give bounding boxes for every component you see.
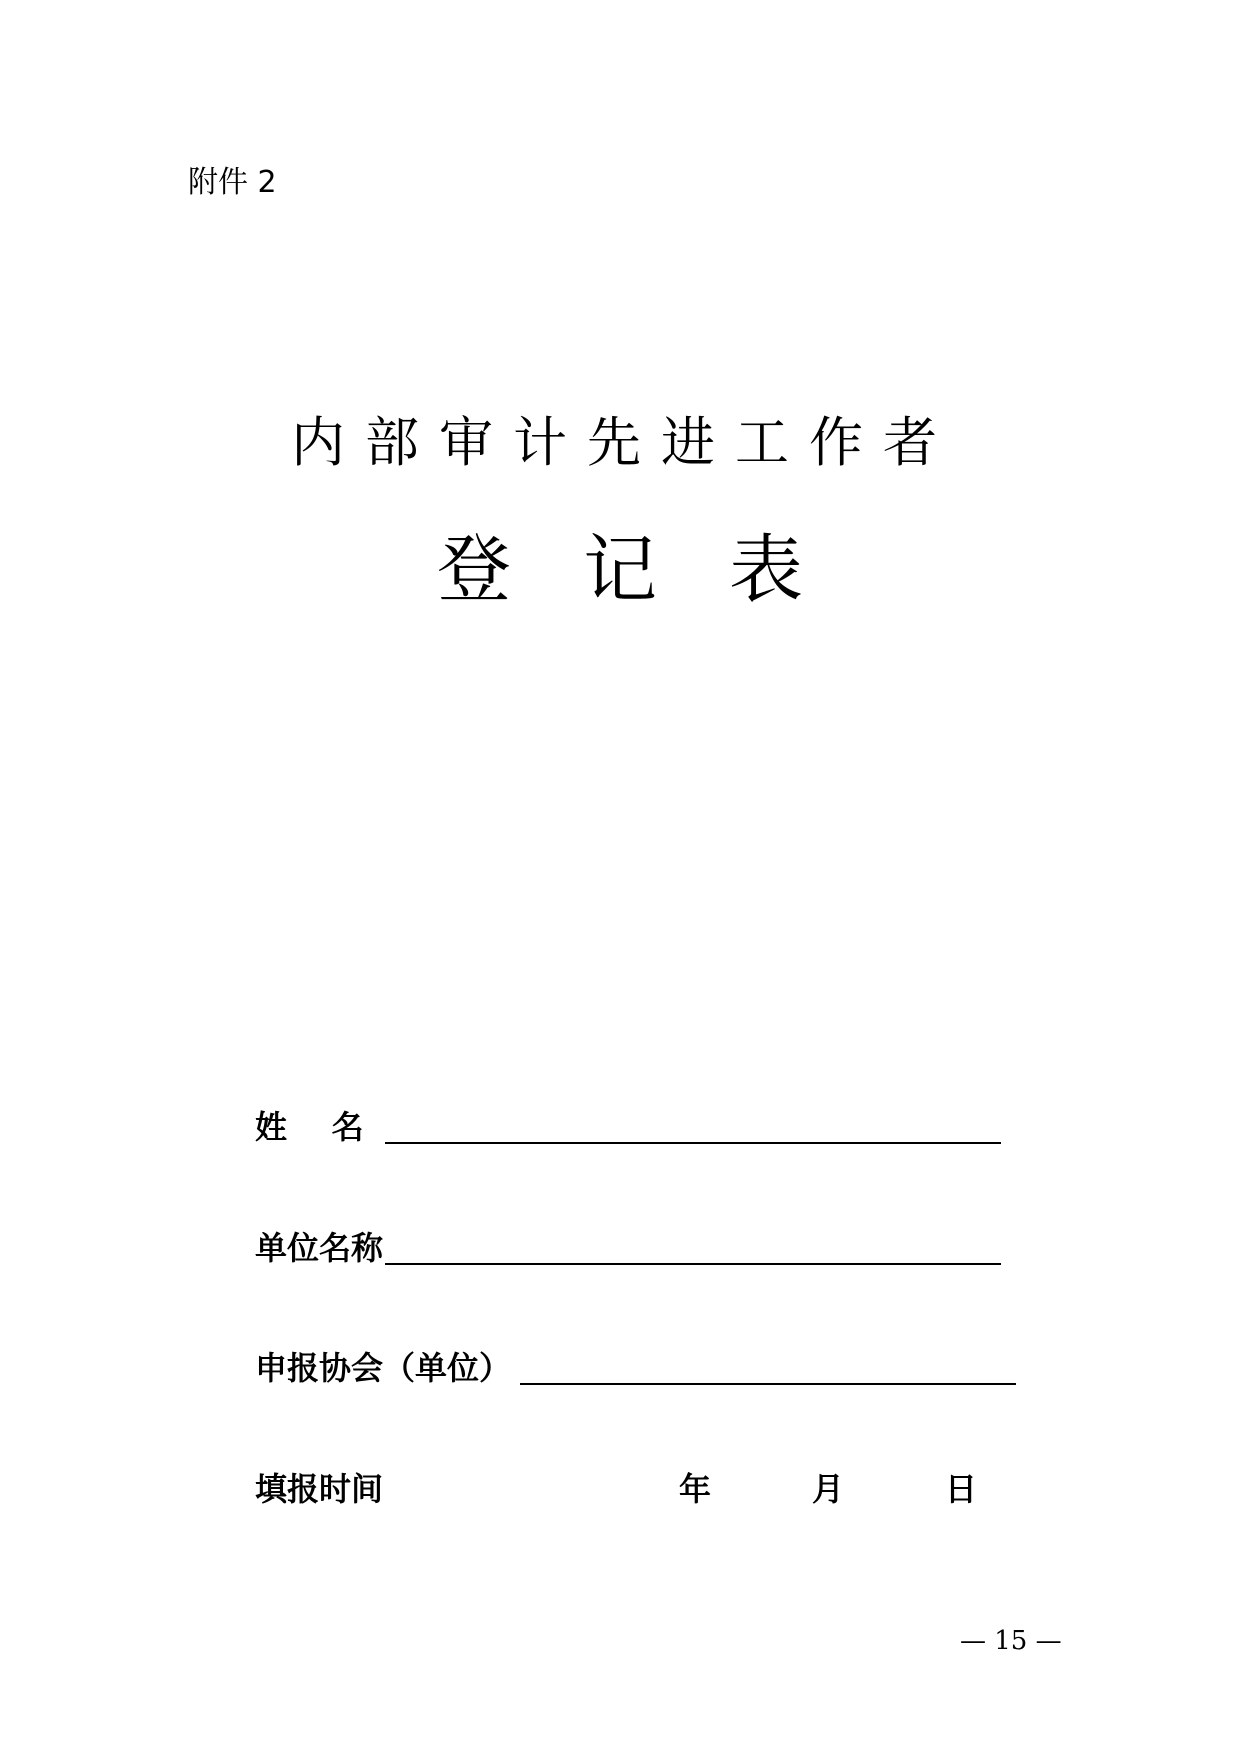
- day-label: 日: [945, 1470, 978, 1508]
- document-title: 内部审计先进工作者: [291, 411, 957, 474]
- name-label: 姓 名: [255, 1108, 364, 1146]
- association-label: 申报协会（单位）: [255, 1349, 512, 1387]
- name-input-line[interactable]: [385, 1141, 1001, 1144]
- attachment-label: 附件 2: [188, 165, 277, 200]
- year-label: 年: [679, 1470, 712, 1508]
- association-input-line[interactable]: [520, 1382, 1016, 1385]
- page-number: — 15 —: [960, 1626, 1062, 1656]
- month-label: 月: [812, 1470, 845, 1508]
- document-subtitle: 登记表: [437, 527, 875, 613]
- unit-name-input-line[interactable]: [385, 1262, 1001, 1265]
- date-label: 填报时间: [255, 1470, 384, 1508]
- unit-name-label: 单位名称: [255, 1229, 384, 1267]
